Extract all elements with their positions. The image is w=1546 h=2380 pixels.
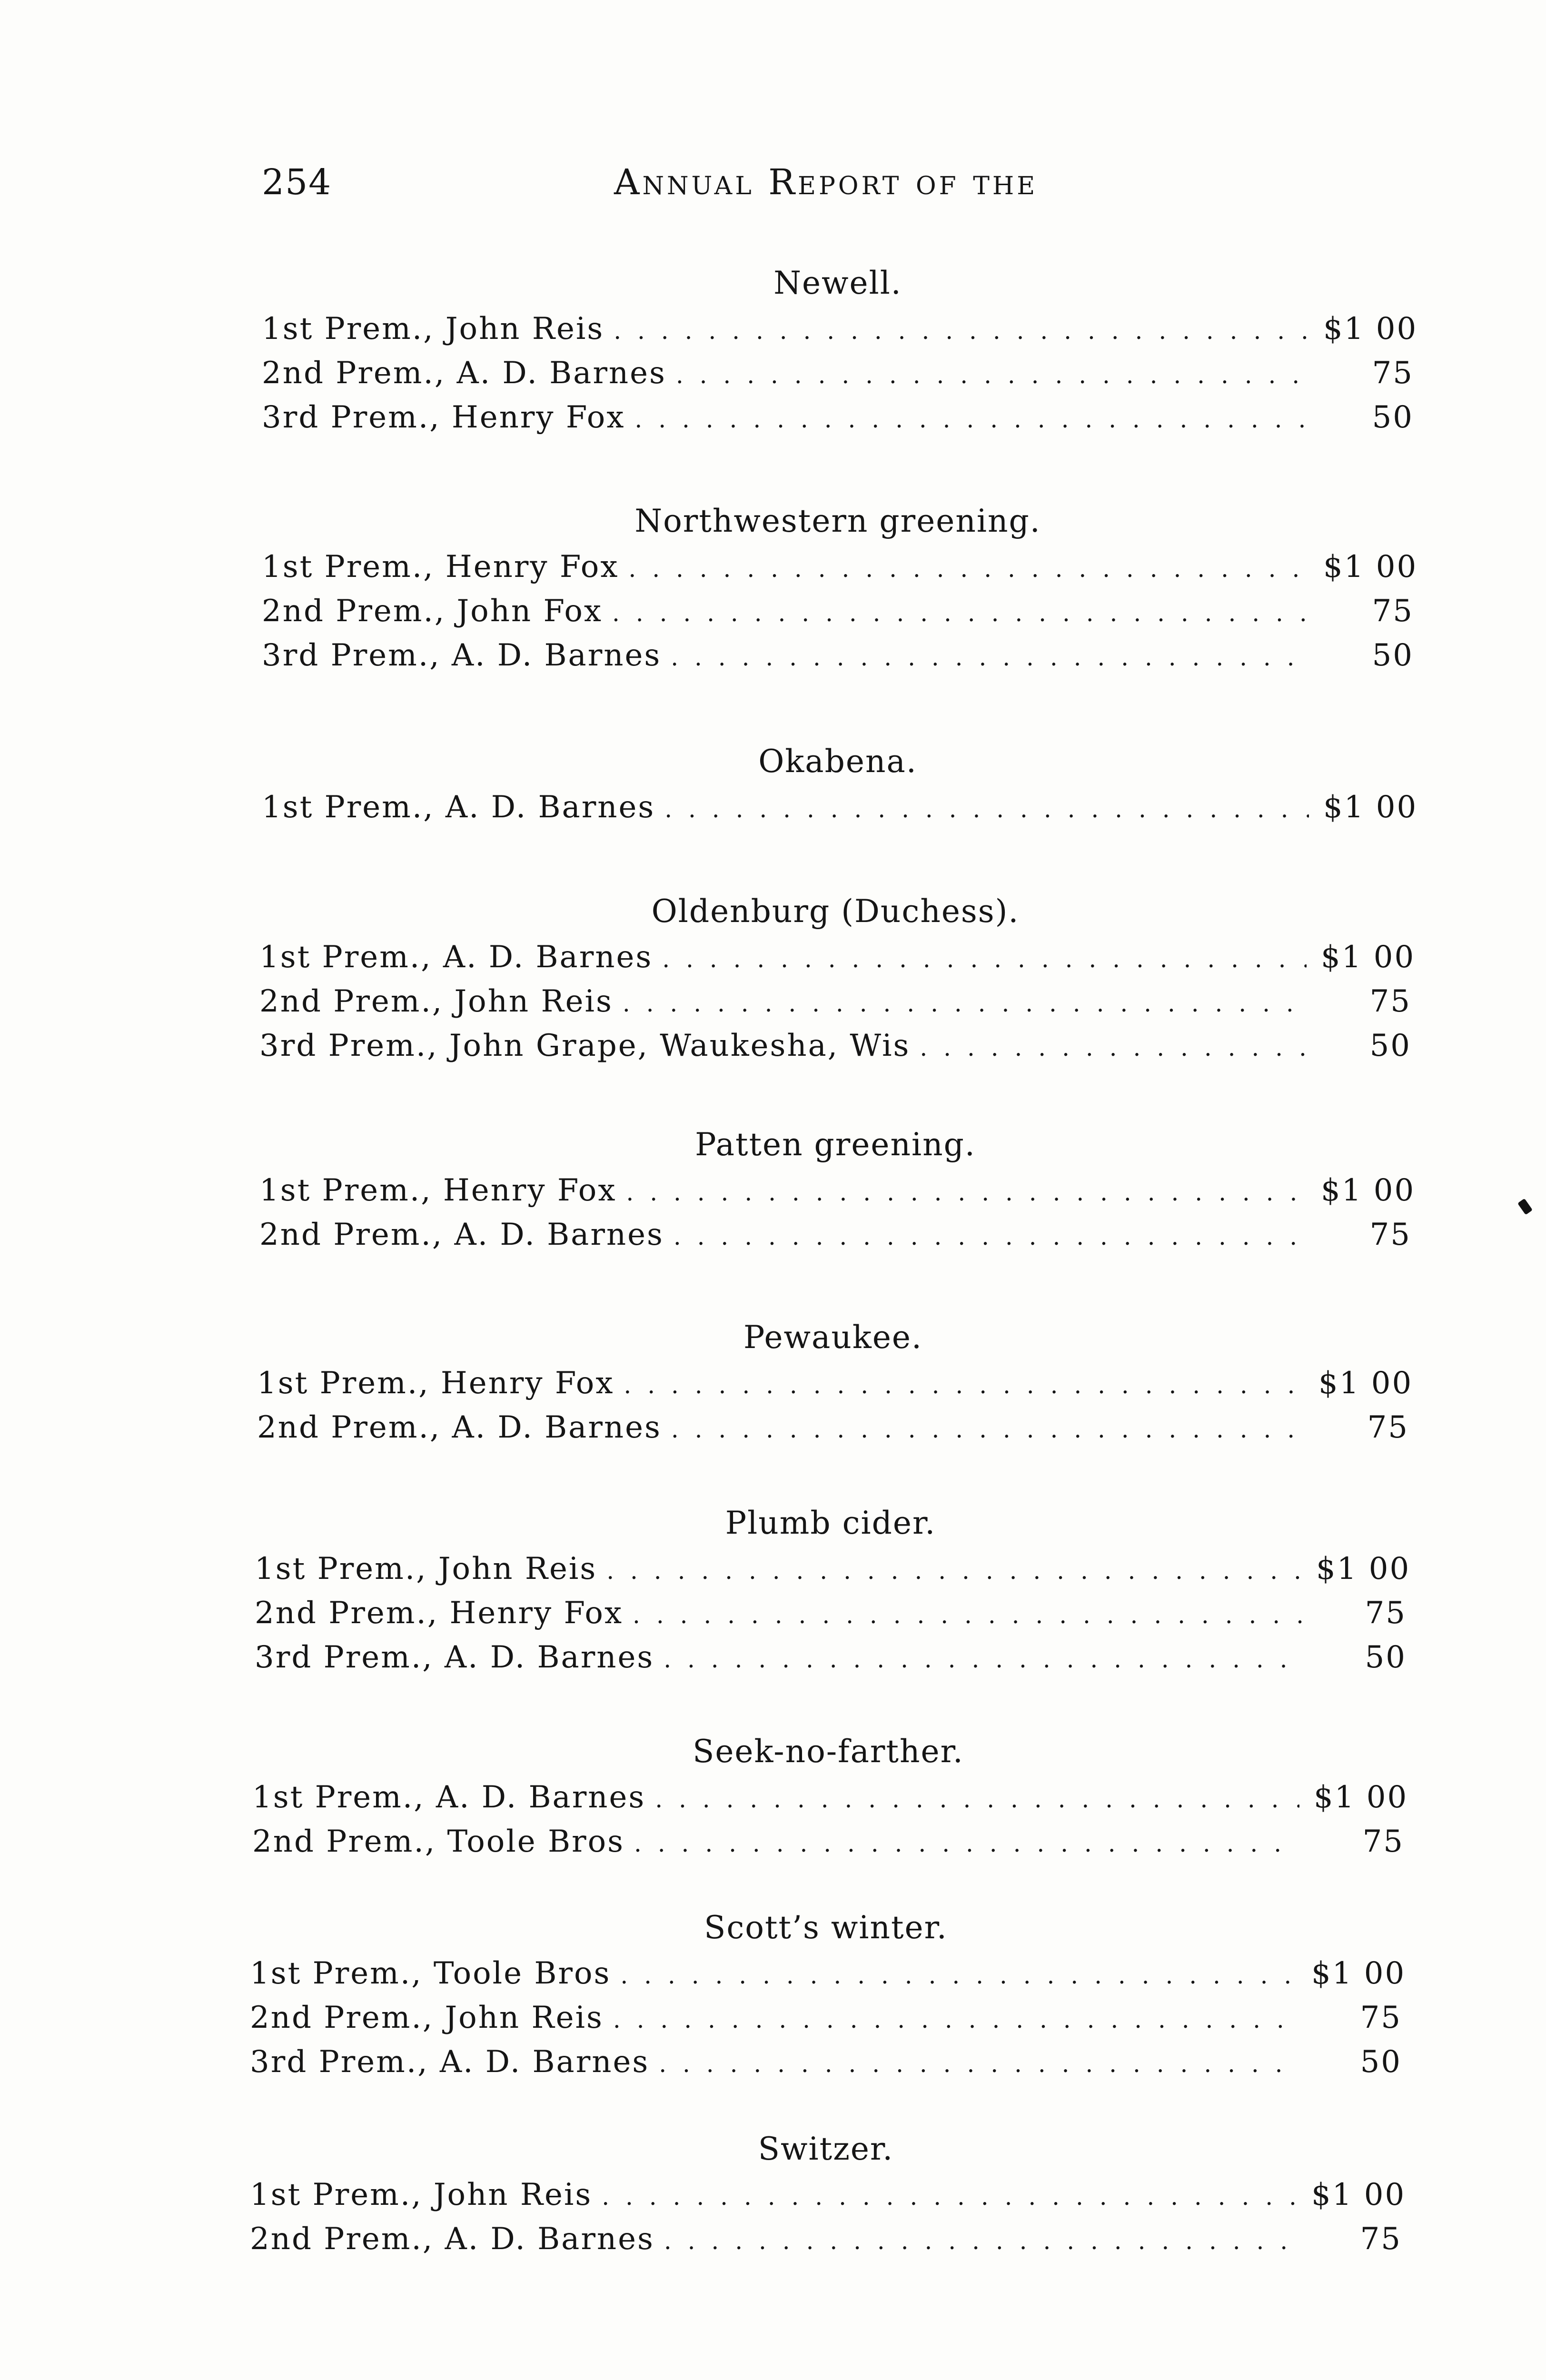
premium-entry: 1st Prem., John Reis: [255, 1551, 597, 1587]
premium-amount: 50: [1372, 400, 1414, 435]
section-title: Northwestern greening.: [634, 503, 1041, 539]
dot-leader: [614, 309, 1309, 353]
premium-row: [262, 634, 1414, 678]
premium-row: [259, 935, 1416, 980]
premium-row: [259, 1169, 1416, 1213]
section-title: Patten greening.: [695, 1126, 976, 1163]
dot-leader: [628, 547, 1309, 591]
dot-leader: [659, 2042, 1297, 2086]
premium-section-okabena: [262, 738, 1418, 830]
premium-amount: $1 00: [1323, 311, 1418, 347]
premium-row: [255, 1591, 1407, 1636]
premium-row: [252, 1820, 1404, 1864]
premium-amount: $1 00: [1323, 790, 1418, 825]
dot-leader: [664, 787, 1309, 832]
premium-section-pewaukee: [257, 1314, 1413, 1450]
premium-amount: 75: [1372, 356, 1414, 391]
dot-leader: [612, 591, 1309, 635]
premium-entry: 3rd Prem., John Grape, Waukesha, Wis: [259, 1028, 911, 1063]
premium-row: [255, 1636, 1407, 1680]
section-title: Scott’s winter.: [704, 1909, 948, 1946]
premium-row: [257, 1406, 1409, 1450]
dot-leader: [671, 1408, 1304, 1452]
premium-entry: 1st Prem., A. D. Barnes: [259, 940, 653, 975]
premium-section-northwestern-greening: [262, 497, 1418, 678]
premium-entry: 2nd Prem., John Reis: [250, 2000, 604, 2035]
premium-section-newell: [262, 259, 1418, 440]
premium-section-scotts-winter: [250, 1904, 1406, 2084]
dot-leader: [626, 1170, 1307, 1215]
premium-row: [250, 2040, 1402, 2084]
premium-entry: 2nd Prem., A. D. Barnes: [262, 356, 666, 391]
premium-entry: 2nd Prem., A. D. Barnes: [250, 2221, 654, 2257]
premium-amount: $1 00: [1311, 2177, 1406, 2212]
premium-amount: 75: [1360, 2000, 1402, 2035]
premium-row: [257, 1361, 1413, 1406]
premium-row: [259, 980, 1411, 1024]
dot-leader: [655, 1777, 1299, 1822]
premium-section-oldenburg: [259, 888, 1416, 1068]
premium-amount: $1 00: [1323, 549, 1418, 585]
premium-row: [262, 351, 1414, 396]
premium-amount: 75: [1365, 1596, 1407, 1631]
dot-leader: [602, 2175, 1297, 2219]
section-title: Newell.: [773, 265, 902, 301]
section-title: Switzer.: [758, 2131, 894, 2167]
premium-row: [262, 307, 1418, 351]
premium-amount: $1 00: [1321, 1173, 1416, 1208]
premium-row: [252, 1775, 1408, 1820]
section-title: Okabena.: [758, 743, 917, 780]
premium-entry: 1st Prem., Henry Fox: [262, 549, 619, 585]
premium-row: [250, 2217, 1402, 2261]
premium-amount: $1 00: [1316, 1551, 1411, 1587]
section-title: Oldenburg (Duchess).: [651, 893, 1020, 930]
premium-entry: 1st Prem., Henry Fox: [259, 1173, 617, 1208]
premium-row: [250, 1952, 1406, 1996]
premium-amount: 50: [1372, 638, 1414, 673]
ink-speck: [1517, 1199, 1533, 1215]
premium-amount: $1 00: [1321, 940, 1416, 975]
section-title: Pewaukee.: [743, 1319, 922, 1356]
dot-leader: [620, 1954, 1297, 1998]
dot-leader: [633, 1593, 1302, 1637]
premium-amount: $1 00: [1314, 1780, 1408, 1815]
premium-amount: 75: [1367, 1410, 1409, 1445]
dot-leader: [634, 397, 1309, 442]
premium-row: [255, 1547, 1411, 1591]
premium-entry: 1st Prem., Toole Bros: [250, 1956, 611, 1991]
dot-leader: [624, 1363, 1304, 1408]
dot-leader: [662, 937, 1307, 982]
premium-entry: 3rd Prem., A. D. Barnes: [255, 1640, 654, 1675]
section-title: Plumb cider.: [725, 1505, 936, 1541]
premium-amount: 50: [1369, 1028, 1411, 1063]
page-header: [262, 162, 1404, 214]
premium-row: [259, 1024, 1411, 1068]
premium-amount: 50: [1365, 1640, 1407, 1675]
premium-row: [262, 396, 1414, 440]
premium-section-patten-greening: [259, 1121, 1416, 1257]
dot-leader: [674, 1215, 1307, 1259]
premium-entry: 2nd Prem., John Fox: [262, 594, 603, 629]
premium-entry: 1st Prem., A. D. Barnes: [262, 790, 655, 825]
premium-entry: 3rd Prem., A. D. Barnes: [262, 638, 662, 673]
premium-row: [262, 589, 1414, 634]
premium-entry: 3rd Prem., Henry Fox: [262, 400, 625, 435]
premium-entry: 1st Prem., John Reis: [250, 2177, 593, 2212]
premium-amount: 75: [1369, 984, 1411, 1019]
dot-leader: [606, 1549, 1302, 1593]
premium-entry: 2nd Prem., Henry Fox: [255, 1596, 624, 1631]
premium-entry: 2nd Prem., A. D. Barnes: [259, 1217, 664, 1252]
premium-entry: 1st Prem., A. D. Barnes: [252, 1780, 646, 1815]
premium-entry: 1st Prem., Henry Fox: [257, 1366, 614, 1401]
section-title: Seek-no-farther.: [693, 1733, 964, 1770]
premium-section-plumb-cider: [255, 1499, 1411, 1680]
premium-amount: 75: [1369, 1217, 1411, 1252]
dot-leader: [676, 353, 1309, 397]
page-number: 254: [262, 162, 332, 203]
dot-leader: [671, 635, 1309, 680]
premium-row: [250, 1996, 1402, 2040]
premium-row: [250, 2173, 1406, 2217]
premium-entry: 2nd Prem., A. D. Barnes: [257, 1410, 662, 1445]
dot-leader: [634, 1822, 1299, 1866]
premium-amount: 75: [1372, 594, 1414, 629]
premium-amount: $1 00: [1311, 1956, 1406, 1991]
dot-leader: [920, 1026, 1307, 1070]
dot-leader: [664, 1637, 1302, 1682]
dot-leader: [623, 982, 1307, 1026]
premium-section-seek-no-farther: [252, 1728, 1408, 1864]
premium-amount: 50: [1360, 2044, 1402, 2080]
premium-entry: 2nd Prem., Toole Bros: [252, 1824, 624, 1859]
premium-entry: 3rd Prem., A. D. Barnes: [250, 2044, 650, 2080]
dot-leader: [664, 2219, 1297, 2263]
premium-amount: 75: [1360, 2221, 1402, 2257]
dot-leader: [613, 1998, 1297, 2042]
premium-row: [262, 785, 1418, 830]
running-head: Annual Report of the: [614, 162, 1038, 203]
premium-row: [259, 1213, 1411, 1257]
premium-section-switzer: [250, 2125, 1406, 2261]
premium-row: [262, 545, 1418, 589]
premium-entry: 1st Prem., John Reis: [262, 311, 605, 347]
premium-entry: 2nd Prem., John Reis: [259, 984, 613, 1019]
premium-amount: $1 00: [1318, 1366, 1413, 1401]
premium-amount: 75: [1362, 1824, 1404, 1859]
